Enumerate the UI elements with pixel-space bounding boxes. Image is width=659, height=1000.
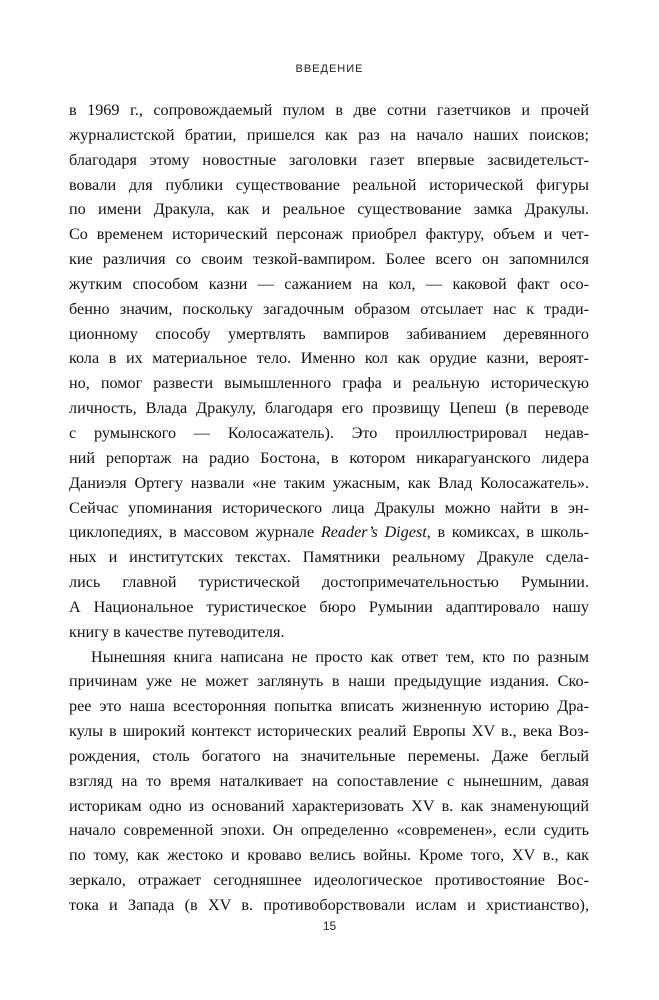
text-line: циклопедиях, в массовом журнале Reader’s Digest, в комиксах, в школь- bbox=[69, 523, 589, 542]
text-line: ционному способу умертвлять вампиров забиванием деревянного bbox=[69, 324, 589, 343]
text-line: журналистской братии, пришелся как раз на начало наших поисков; bbox=[69, 125, 589, 144]
text-line: причинам уже не может заглянуть в наши предыдущие издания. Ско- bbox=[69, 672, 589, 691]
text-line: в 1969 г., сопровождаемый пулом в две сотни газетчиков и прочей bbox=[69, 101, 589, 119]
text-line: благодаря этому новостные заголовки газет впервые засвидетельст- bbox=[69, 150, 589, 169]
text-line: А Национальное туристическое бюро Румынии адаптировало нашу bbox=[69, 597, 589, 616]
text-line: Сейчас упоминания исторического лица Дракулы можно найти в эн- bbox=[69, 498, 589, 517]
text-line: Со временем исторический персонаж приобрел фактуру, объем и чет- bbox=[69, 225, 589, 244]
text-line: зеркало, отражает сегодняшнее идеологическое противостояние Вос- bbox=[69, 871, 589, 890]
paragraph-2 bbox=[69, 645, 589, 918]
text-line: бенно значим, поскольку загадочным образом отсылает нас к тради- bbox=[69, 299, 589, 318]
body-text bbox=[69, 98, 589, 918]
text-line: ных и институтских текстах. Памятники реальному Дракуле сдела- bbox=[69, 548, 589, 567]
text-line: рождения, столь богатого на значительные перемены. Даже беглый bbox=[69, 746, 589, 765]
text-line: кулы в широкий контекст исторических реалий Европы XV в., века Воз- bbox=[69, 722, 589, 741]
text-line: личность, Влада Дракулу, благодаря его прозвищу Цепеш (в переводе bbox=[69, 399, 589, 418]
text-line: начало современной эпохи. Он определенно «современен», если судить bbox=[69, 821, 589, 840]
running-head: ВВЕДЕНИЕ bbox=[295, 63, 364, 75]
page-number: 15 bbox=[322, 919, 337, 933]
text-line: кие различия со своим тезкой-вампиром. Более всего он запомнился bbox=[69, 250, 589, 269]
text-line: Даниэля Ортегу назвали «не таким ужасным, как Влад Колосажатель». bbox=[69, 473, 589, 492]
text-line: по тому, как жестоко и кроваво велись войны. Кроме того, XV в., как bbox=[69, 846, 589, 865]
text-line: вовали для публики существование реальной исторической фигуры bbox=[69, 175, 589, 194]
text-line: рее это наша всесторонняя попытка вписать жизненную историю Дра- bbox=[69, 697, 589, 716]
text-line: жутким способом казни — сажанием на кол, — каковой факт осо- bbox=[69, 274, 589, 293]
text-line: ний репортаж на радио Бостона, в котором никарагуанского лидера bbox=[69, 448, 589, 467]
text-line: с румынского — Колосажатель). Это проиллюстрировал недав- bbox=[69, 423, 589, 442]
paragraph-1 bbox=[69, 98, 589, 645]
text-line: тока и Запада (в XV в. противоборствовали ислам и христианство), bbox=[69, 896, 589, 914]
text-line: но, помог развести вымышленного графа и реальную историческую bbox=[69, 374, 589, 393]
text-line: взгляд на то время наталкивает на сопоставление с нынешним, давая bbox=[69, 771, 589, 790]
text-line: лись главной туристической достопримечательностью Румынии. bbox=[69, 573, 589, 592]
text-line: Нынешняя книга написана не просто как ответ тем, кто по разным bbox=[91, 647, 589, 666]
text-line: историкам одно из оснований характеризовать XV в. как знаменующий bbox=[69, 796, 589, 815]
magazine-title: Reader’s Digest bbox=[320, 523, 427, 542]
text-line: кола в их материальное тело. Именно кол как орудие казни, вероят- bbox=[69, 349, 589, 368]
text-line: книгу в качестве путеводителя. bbox=[69, 622, 285, 641]
text-line: по имени Дракула, как и реальное существование замка Дракулы. bbox=[69, 200, 589, 219]
